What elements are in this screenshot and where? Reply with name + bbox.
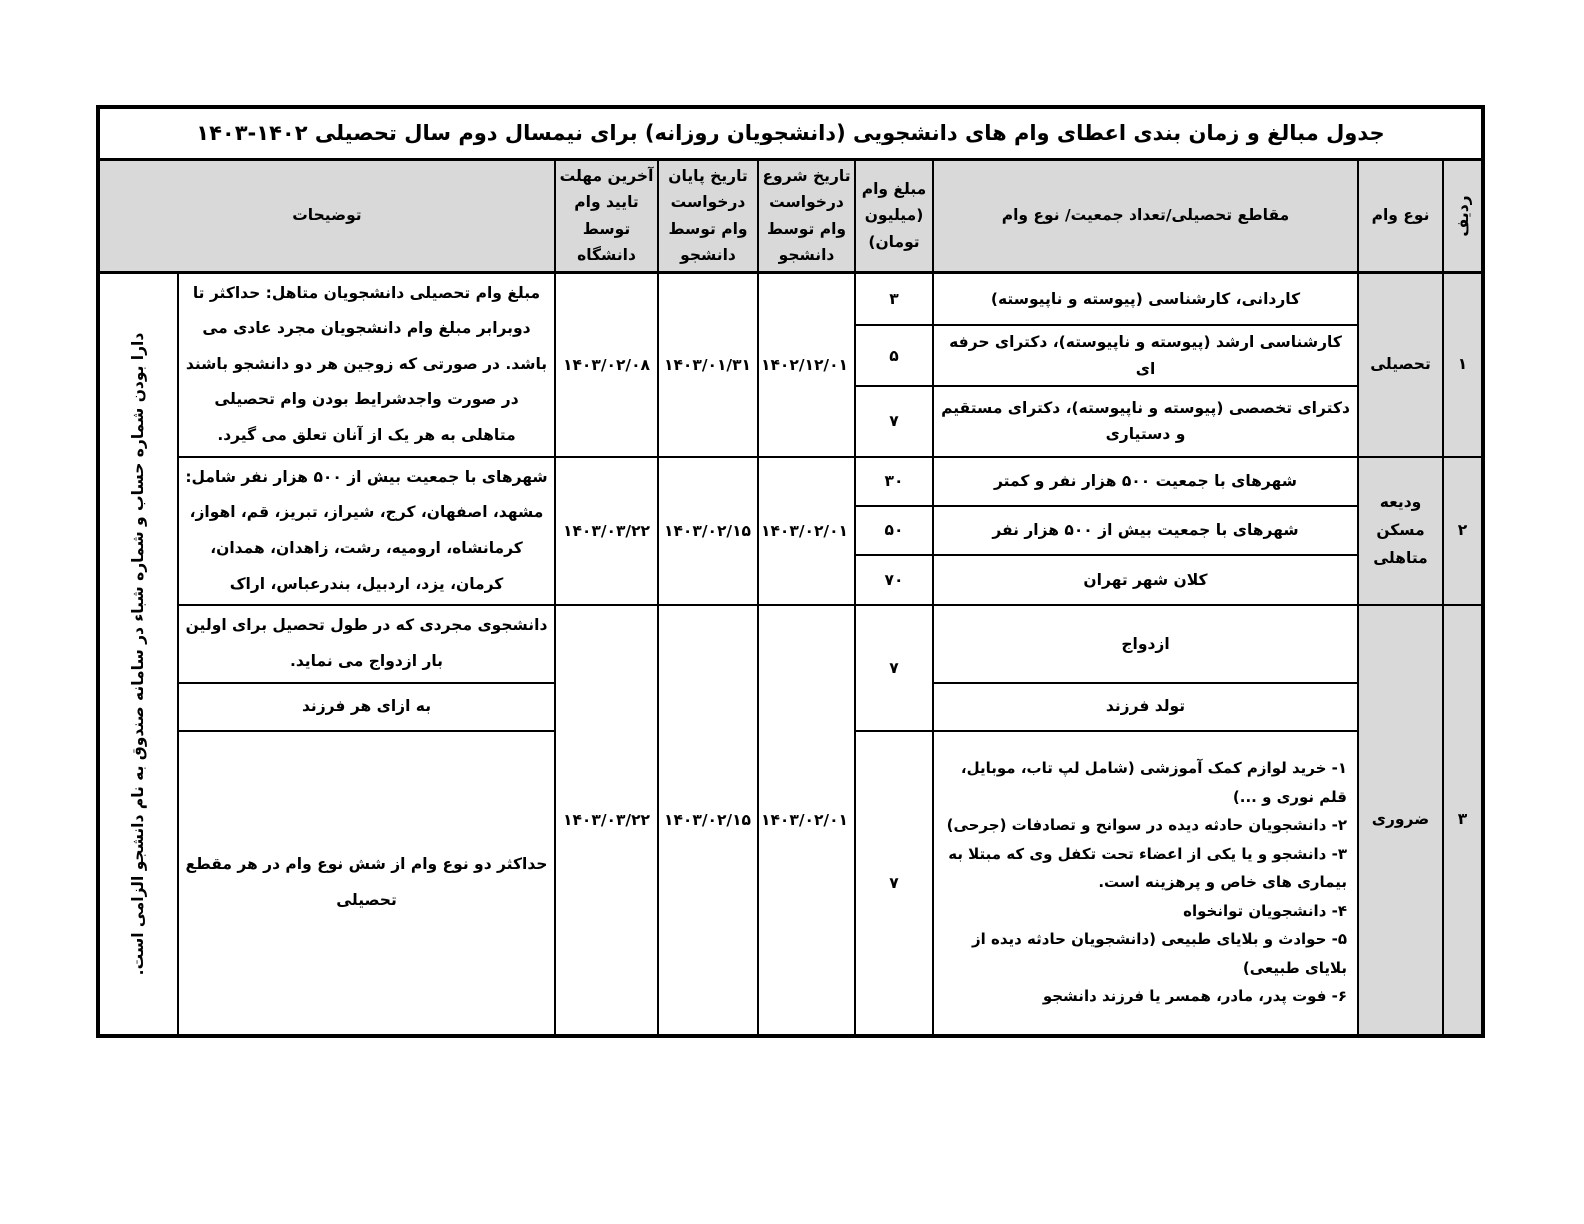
row2-end-date: ۱۴۰۳/۰۲/۱۵	[658, 457, 758, 606]
page-title: جدول مبالغ و زمان بندی اعطای وام های دانشجویی (دانشجویان روزانه) برای نیمسال دوم سال تحصیلی ۱۴۰۲-۱۴۰۳	[98, 107, 1483, 159]
row2-number: ۲	[1443, 457, 1483, 606]
list-item: ۲- دانشجویان حادثه دیده در سوانح و تصادفات (جرحی)	[946, 816, 1347, 835]
table-header-row	[98, 159, 1483, 272]
list-item: ۶- فوت پدر، مادر، همسر یا فرزند دانشجو	[1042, 987, 1347, 1006]
row2-tier1-degree: شهرهای با جمعیت ۵۰۰ هزار نفر و کمتر	[933, 457, 1358, 506]
row1-number: ۱	[1443, 272, 1483, 457]
header-amount: مبلغ وام (میلیون تومان)	[855, 159, 933, 272]
header-loan-type: نوع وام	[1358, 159, 1443, 272]
essential-loan-list	[940, 754, 1351, 1011]
row3-tier1-notes: دانشجوی مجردی که در طول تحصیل برای اولین بار ازدواج می نماید.	[178, 605, 555, 682]
row3-tier3-degree	[933, 731, 1358, 1036]
row3-approve-deadline: ۱۴۰۳/۰۳/۲۲	[555, 605, 658, 1035]
row1-tier3-amount: ۷	[855, 386, 933, 457]
table-row	[98, 457, 1483, 506]
row2-loan-type: ودیعه مسکن متاهلی	[1358, 457, 1443, 606]
row1-loan-type: تحصیلی	[1358, 272, 1443, 457]
row3-loan-type: ضروری	[1358, 605, 1443, 1035]
list-item: ۱- خرید لوازم کمک آموزشی (شامل لپ تاب، موبایل، قلم نوری و ...)	[960, 759, 1347, 806]
row2-approve-deadline: ۱۴۰۳/۰۳/۲۲	[555, 457, 658, 606]
row1-tier1-amount: ۳	[855, 272, 933, 325]
row3-tier2-notes: به ازای هر فرزند	[178, 683, 555, 731]
row3-tier1-degree: ازدواج	[933, 605, 1358, 682]
row1-notes: مبلغ وام تحصیلی دانشجویان متاهل: حداکثر تا دوبرابر مبلغ وام دانشجویان مجرد عادی می باشد. در صورتی که زوجین هر دو دانشجو باشند در صورت واجدشرایط بودن وام تحصیلی متاهلی به هر یک از آنان تعلق می گیرد.	[178, 272, 555, 457]
row1-end-date: ۱۴۰۳/۰۱/۳۱	[658, 272, 758, 457]
header-end-date: تاریخ پایان درخواست وام توسط دانشجو	[658, 159, 758, 272]
row3-start-date: ۱۴۰۳/۰۲/۰۱	[758, 605, 855, 1035]
row2-tier1-amount: ۳۰	[855, 457, 933, 506]
header-row-no	[1443, 159, 1483, 272]
row2-tier2-degree: شهرهای با جمعیت بیش از ۵۰۰ هزار نفر	[933, 506, 1358, 555]
header-approve-deadline: آخرین مهلت تایید وام توسط دانشگاه	[555, 159, 658, 272]
list-item: ۵- حوادث و بلایای طبیعی (دانشجویان حادثه دیده از بلایای طبیعی)	[971, 930, 1347, 977]
table-row	[98, 272, 1483, 325]
row2-start-date: ۱۴۰۳/۰۲/۰۱	[758, 457, 855, 606]
side-note-cell	[98, 272, 178, 1036]
header-row-no-label: ردیف	[1453, 194, 1472, 237]
row3-tier3-amount: ۷	[855, 731, 933, 1036]
row3-number: ۳	[1443, 605, 1483, 1035]
row1-start-date: ۱۴۰۲/۱۲/۰۱	[758, 272, 855, 457]
row1-tier2-degree: کارشناسی ارشد (پیوسته و ناپیوسته)، دکترای حرفه ای	[933, 325, 1358, 385]
row3-tier1-amount: ۷	[855, 605, 933, 730]
list-item: ۴- دانشجویان توانخواه	[1183, 901, 1347, 920]
row1-approve-deadline: ۱۴۰۳/۰۲/۰۸	[555, 272, 658, 457]
table-row	[98, 605, 1483, 682]
table-title-row	[98, 107, 1483, 159]
row2-notes: شهرهای با جمعیت بیش از ۵۰۰ هزار نفر شامل: مشهد، اصفهان، کرج، شیراز، تبریز، قم، اهواز، کرمانشاه، ارومیه، رشت، زاهدان، همدان، کرمان، یزد، اردبیل، بندرعباس، اراک	[178, 457, 555, 606]
row3-tier3-notes: حداکثر دو نوع وام از شش نوع وام در هر مقطع تحصیلی	[178, 731, 555, 1036]
side-note-text: دارا بودن شماره حساب و شماره شباء در سامانه صندوق به نام دانشجو الزامی است.	[129, 332, 148, 975]
header-notes: توضیحات	[98, 159, 555, 272]
row1-tier2-amount: ۵	[855, 325, 933, 385]
row3-tier2-degree: تولد فرزند	[933, 683, 1358, 731]
row3-end-date: ۱۴۰۳/۰۲/۱۵	[658, 605, 758, 1035]
row1-tier1-degree: کاردانی، کارشناسی (پیوسته و ناپیوسته)	[933, 272, 1358, 325]
header-start-date: تاریخ شروع درخواست وام توسط دانشجو	[758, 159, 855, 272]
row1-tier3-degree: دکترای تخصصی (پیوسته و ناپیوسته)، دکترای مستقیم و دستیاری	[933, 386, 1358, 457]
row2-tier2-amount: ۵۰	[855, 506, 933, 555]
row2-tier3-degree: کلان شهر تهران	[933, 555, 1358, 605]
list-item: ۳- دانشجو و یا یکی از اعضاء تحت تکفل وی که مبتلا به بیماری های خاص و پرهزینه است.	[948, 844, 1347, 892]
row2-tier3-amount: ۷۰	[855, 555, 933, 605]
header-degree: مقاطع تحصیلی/تعداد جمعیت/ نوع وام	[933, 159, 1358, 272]
loan-schedule-table	[96, 105, 1485, 1038]
